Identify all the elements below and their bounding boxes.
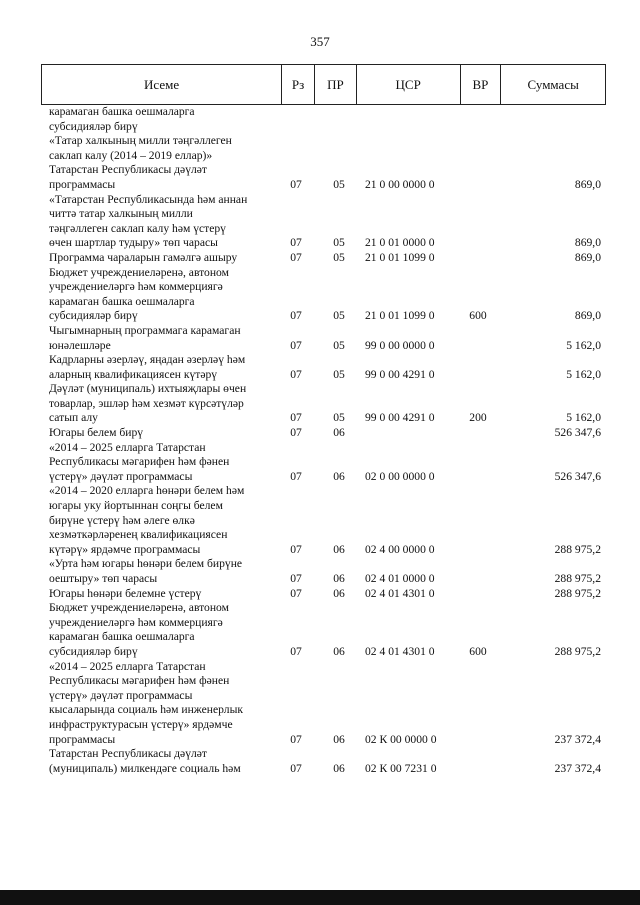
row-sum: 869,0 (574, 309, 601, 323)
row-name-line: субсидияләр бирү (49, 644, 138, 658)
row-name (49, 660, 275, 748)
row-rz: 07 (290, 469, 302, 483)
row-name-line: Программа чараларын гамәлгә ашыру (49, 250, 238, 264)
page-number: 357 (310, 34, 330, 49)
table-row (49, 193, 601, 251)
row-name-line: «Татарстан Республикасында һәм аннан (49, 192, 248, 206)
row-name-line: үстерү» дәүләт программасы (49, 688, 193, 702)
row-name (49, 587, 275, 602)
row-name-line: күтәрү» ярдәмче программасы (49, 542, 201, 556)
row-name (49, 426, 275, 441)
row-sum: 288 975,2 (554, 644, 601, 658)
row-pr: 06 (333, 586, 345, 600)
table-body (49, 105, 601, 776)
row-rz: 07 (290, 309, 302, 323)
row-name-line: карамаган башка оешмаларга (49, 294, 195, 308)
row-name-line: Югары белем бирү (49, 426, 144, 440)
row-sum: 5 162,0 (566, 367, 601, 381)
row-name-line: югары уку йортыннан соңгы белем (49, 499, 223, 513)
row-name (49, 251, 275, 266)
row-rz: 07 (290, 542, 302, 556)
row-rz: 07 (290, 761, 302, 775)
row-name-line: программасы (49, 177, 116, 191)
row-sum: 288 975,2 (554, 572, 601, 585)
row-csr: 21 0 01 1099 0 (365, 309, 435, 323)
row-name-line: хезмәткәрләренең квалификациясен (49, 528, 228, 542)
table-row (49, 441, 601, 485)
row-name-line: Татарстан Республикасы дәүләт (49, 747, 207, 761)
row-name-line: Татарстан Республикасы дәүләт (49, 163, 207, 177)
row-name-line: «Татар халкының милли тәңгәллеген (49, 134, 232, 148)
table-row (49, 484, 601, 557)
header-csr: ЦСР (357, 65, 461, 104)
row-sum: 526 347,6 (554, 426, 601, 440)
row-name-line: «Урта һәм югары һөнәри белем бирүне (49, 557, 243, 571)
row-name-line: Республикасы мәгарифен һәм фәнен (49, 674, 230, 688)
row-pr: 06 (333, 542, 345, 556)
row-name-line: Дәүләт (муниципаль) ихтыяҗлары өчен (49, 382, 247, 396)
row-vr: 600 (469, 644, 487, 658)
row-csr: 02 0 00 0000 0 (365, 469, 435, 483)
row-csr: 02 4 01 4301 0 (365, 644, 435, 658)
row-rz: 07 (290, 644, 302, 658)
row-sum: 288 975,2 (554, 586, 601, 600)
table-row (49, 660, 601, 748)
row-name-line: субсидияләр бирү (49, 309, 138, 323)
row-name-line: (муниципаль) милкендәге социаль һәм (49, 761, 241, 775)
row-name-line: учреждениеләргә һәм коммерциягә (49, 615, 223, 629)
row-name-line: аларның квалификациясен күтәрү (49, 367, 218, 381)
row-name-line: карамаган башка оешмаларга (49, 105, 195, 118)
row-name-line: саклап калу (2014 – 2019 еллар)» (49, 148, 213, 162)
row-name (49, 747, 275, 776)
table-row (49, 601, 601, 659)
row-pr: 05 (333, 411, 345, 425)
header-pr: ПР (315, 65, 357, 104)
row-sum: 869,0 (574, 250, 601, 264)
table-header (41, 64, 606, 105)
row-csr: 02 4 01 0000 0 (365, 572, 435, 585)
row-name-line: программасы (49, 732, 116, 746)
row-rz: 07 (290, 426, 302, 440)
row-name (49, 601, 275, 659)
row-name-line: Бюджет учреждениеләренә, автоном (49, 265, 229, 279)
row-sum: 869,0 (574, 177, 601, 191)
row-name-line: учреждениеләргә һәм коммерциягә (49, 280, 223, 294)
row-pr: 06 (333, 572, 345, 585)
row-name-line: Бюджет учреждениеләренә, автоном (49, 601, 229, 615)
row-sum: 5 162,0 (566, 338, 601, 352)
row-csr: 21 0 01 1099 0 (365, 250, 435, 264)
table-row (49, 324, 601, 353)
row-pr: 05 (333, 338, 345, 352)
row-csr: 99 0 00 0000 0 (365, 338, 435, 352)
row-pr: 05 (333, 367, 345, 381)
row-sum: 237 372,4 (554, 732, 601, 746)
row-name (49, 557, 275, 586)
row-name-line: бирүне үстерү һәм әлеге өлкә (49, 513, 195, 527)
row-name (49, 353, 275, 382)
row-name (49, 193, 275, 251)
row-sum: 526 347,6 (554, 469, 601, 483)
header-name: Исеме (42, 65, 282, 104)
row-name-line: тәңгәллеген саклап калу һәм үстерү (49, 221, 226, 235)
table-row (49, 266, 601, 324)
row-name-line: Югары һөнәри белемне үстерү (49, 586, 202, 600)
row-pr: 06 (333, 469, 345, 483)
row-vr: 200 (469, 411, 487, 425)
row-name-line: сатып алу (49, 411, 98, 425)
row-csr: 21 0 00 0000 0 (365, 177, 435, 191)
row-pr: 06 (333, 644, 345, 658)
scan-edge-bar (0, 890, 640, 905)
row-pr: 05 (333, 177, 345, 191)
row-name (49, 324, 275, 353)
row-name (49, 134, 275, 192)
row-name (49, 441, 275, 485)
row-rz: 07 (290, 586, 302, 600)
row-name (49, 266, 275, 324)
row-csr: 02 4 01 4301 0 (365, 586, 435, 600)
row-csr: 99 0 00 4291 0 (365, 367, 435, 381)
row-name-line: үстерү» дәүләт программасы (49, 469, 193, 483)
row-name-line: кысаларында социаль һәм инженерлык (49, 703, 243, 717)
row-pr: 05 (333, 309, 345, 323)
row-name (49, 484, 275, 557)
table-row (49, 382, 601, 426)
row-vr: 600 (469, 309, 487, 323)
row-name-line: товарлар, эшләр һәм хезмәт күрсәтүләр (49, 396, 244, 410)
row-name-line: өчен шартлар тудыру» төп чарасы (49, 236, 218, 250)
row-name (49, 105, 275, 134)
row-name-line: Чыгымнарның программага карамаган (49, 323, 241, 337)
row-name (49, 382, 275, 426)
row-pr: 06 (333, 426, 345, 440)
table-row (49, 557, 601, 586)
header-vr: ВР (461, 65, 502, 104)
row-name-line: Кадрларны әзерләү, яңадан әзерләү һәм (49, 353, 246, 367)
row-csr: 21 0 01 0000 0 (365, 236, 435, 250)
table-row (49, 426, 601, 441)
row-pr: 05 (333, 236, 345, 250)
row-sum: 288 975,2 (554, 542, 601, 556)
header-sum: Суммасы (527, 76, 579, 92)
row-rz: 07 (290, 411, 302, 425)
row-pr: 05 (333, 250, 345, 264)
row-name-line: Республикасы мәгарифен һәм фәнен (49, 455, 230, 469)
row-name-line: «2014 – 2025 елларга Татарстан (49, 440, 206, 454)
row-csr: 99 0 00 4291 0 (365, 411, 435, 425)
row-rz: 07 (290, 367, 302, 381)
table-row (49, 105, 601, 134)
row-sum: 869,0 (574, 236, 601, 250)
row-name-line: читтә татар халкының милли (49, 207, 193, 221)
row-rz: 07 (290, 732, 302, 746)
header-rz: Рз (282, 65, 315, 104)
row-name-line: карамаган башка оешмаларга (49, 630, 195, 644)
table-row (49, 587, 601, 602)
table-row (49, 353, 601, 382)
row-name-line: инфраструктурасын үстерү» ярдәмче (49, 717, 233, 731)
row-rz: 07 (290, 236, 302, 250)
row-rz: 07 (290, 177, 302, 191)
row-csr: 02 4 00 0000 0 (365, 542, 435, 556)
row-pr: 06 (333, 732, 345, 746)
row-sum: 237 372,4 (554, 761, 601, 775)
row-sum: 5 162,0 (566, 411, 601, 425)
row-rz: 07 (290, 572, 302, 585)
row-name-line: юнәлешләре (49, 338, 111, 352)
table-row (49, 747, 601, 776)
row-rz: 07 (290, 250, 302, 264)
row-name-line: оештыру» төп чарасы (49, 572, 158, 585)
row-name-line: субсидияләр бирү (49, 119, 138, 133)
row-csr: 02 К 00 0000 0 (365, 732, 437, 746)
row-pr: 06 (333, 761, 345, 775)
row-rz: 07 (290, 338, 302, 352)
row-name-line: «2014 – 2020 елларга һөнәри белем һәм (49, 484, 245, 498)
table-row (49, 251, 601, 266)
row-csr: 02 К 00 7231 0 (365, 761, 437, 775)
row-name-line: «2014 – 2025 елларга Татарстан (49, 659, 206, 673)
table-row (49, 134, 601, 192)
